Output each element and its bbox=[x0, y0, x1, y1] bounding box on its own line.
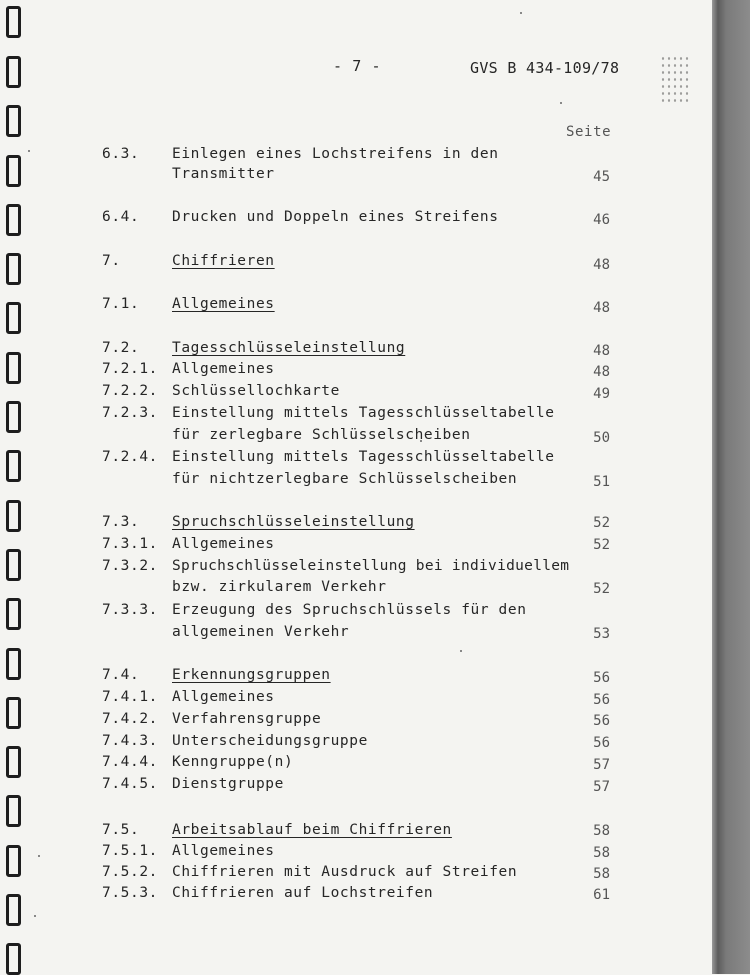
section-number: 7.2.1. bbox=[102, 361, 158, 377]
section-number: 7.2.2. bbox=[102, 383, 158, 399]
section-number: 7.3.1. bbox=[102, 536, 158, 552]
punch-hole-icon bbox=[6, 204, 21, 236]
scan-speck bbox=[38, 855, 40, 857]
punch-hole-icon bbox=[6, 746, 21, 778]
section-title: Drucken und Doppeln eines Streifens bbox=[172, 209, 499, 225]
scan-noise bbox=[660, 55, 690, 105]
punch-hole-icon bbox=[6, 943, 21, 975]
punch-hole-icon bbox=[6, 845, 21, 877]
page-number: 46 bbox=[593, 212, 610, 228]
section-number: 7.5. bbox=[102, 822, 140, 838]
punch-hole-icon bbox=[6, 894, 21, 926]
section-number: 7.4.3. bbox=[102, 733, 158, 749]
page-number: 57 bbox=[593, 757, 610, 773]
page-number: 53 bbox=[593, 626, 610, 642]
section-number: 7.3. bbox=[102, 514, 140, 530]
punch-hole-icon bbox=[6, 6, 21, 38]
punch-hole-icon bbox=[6, 697, 21, 729]
page-number: 48 bbox=[593, 300, 610, 316]
page-number: 58 bbox=[593, 845, 610, 861]
section-number: 7.5.1. bbox=[102, 843, 158, 859]
section-number: 7.4. bbox=[102, 667, 140, 683]
punch-hole-icon bbox=[6, 598, 21, 630]
punch-hole-icon bbox=[6, 253, 21, 285]
section-number: 7.2.4. bbox=[102, 449, 158, 465]
section-number: 7. bbox=[102, 253, 121, 269]
section-title: Einlegen eines Lochstreifens in den bbox=[172, 146, 499, 162]
section-title-cont: für nichtzerlegbare Schlüsselscheiben bbox=[172, 471, 518, 487]
page-number: 50 bbox=[593, 430, 610, 446]
section-number: 7.4.5. bbox=[102, 776, 158, 792]
section-title: Unterscheidungsgruppe bbox=[172, 733, 368, 749]
punch-hole-icon bbox=[6, 302, 21, 334]
section-title: Erzeugung des Spruchschlüssels für den bbox=[172, 602, 527, 618]
section-title: Kenngruppe(n) bbox=[172, 754, 294, 770]
page-number: 48 bbox=[593, 257, 610, 273]
page-number: 52 bbox=[593, 581, 610, 597]
page-number: 51 bbox=[593, 474, 610, 490]
page-number: 57 bbox=[593, 779, 610, 795]
scan-speck bbox=[560, 102, 562, 104]
section-title: Erkennungsgruppen bbox=[172, 667, 331, 683]
section-title: Tagesschlüsseleinstellung bbox=[172, 340, 406, 356]
page-number: 58 bbox=[593, 866, 610, 882]
section-title: Chiffrieren bbox=[172, 253, 275, 269]
page-edge-shadow bbox=[712, 0, 750, 974]
section-title: Schlüssellochkarte bbox=[172, 383, 340, 399]
punch-hole-icon bbox=[6, 450, 21, 482]
page-number: 48 bbox=[593, 343, 610, 359]
section-number: 7.1. bbox=[102, 296, 140, 312]
section-number: 7.2.3. bbox=[102, 405, 158, 421]
section-title: Allgemeines bbox=[172, 536, 275, 552]
document-id: GVS B 434-109/78 bbox=[470, 59, 620, 77]
section-number: 7.5.3. bbox=[102, 885, 158, 901]
page-number: 52 bbox=[593, 537, 610, 553]
section-title-cont: für zerlegbare Schlüsselscheiben bbox=[172, 427, 471, 443]
section-number: 7.4.1. bbox=[102, 689, 158, 705]
punch-hole-icon bbox=[6, 105, 21, 137]
page-number: 56 bbox=[593, 735, 610, 751]
page-number: 52 bbox=[593, 515, 610, 531]
section-number: 7.4.4. bbox=[102, 754, 158, 770]
section-title: Chiffrieren mit Ausdruck auf Streifen bbox=[172, 864, 518, 880]
section-title-cont: Transmitter bbox=[172, 166, 275, 182]
section-title: Chiffrieren auf Lochstreifen bbox=[172, 885, 434, 901]
page-number: 61 bbox=[593, 887, 610, 903]
section-title-cont: allgemeinen Verkehr bbox=[172, 624, 350, 640]
scan-speck bbox=[460, 650, 462, 652]
punch-hole-icon bbox=[6, 56, 21, 88]
section-title: Einstellung mittels Tagesschlüsseltabelle bbox=[172, 405, 555, 421]
section-number: 7.4.2. bbox=[102, 711, 158, 727]
section-title: Spruchschlüsseleinstellung bbox=[172, 514, 415, 530]
section-number: 7.3.2. bbox=[102, 558, 158, 574]
punch-hole-icon bbox=[6, 155, 21, 187]
punch-hole-icon bbox=[6, 401, 21, 433]
punch-hole-icon bbox=[6, 352, 21, 384]
page-number: 58 bbox=[593, 823, 610, 839]
section-number: 7.5.2. bbox=[102, 864, 158, 880]
section-title: Einstellung mittels Tagesschlüsseltabelle bbox=[172, 449, 555, 465]
page-number: 56 bbox=[593, 670, 610, 686]
section-number: 6.3. bbox=[102, 146, 140, 162]
scan-speck bbox=[520, 12, 522, 14]
section-number: 7.2. bbox=[102, 340, 140, 356]
scan-speck bbox=[34, 915, 36, 917]
punch-hole-icon bbox=[6, 549, 21, 581]
section-title: Arbeitsablauf beim Chiffrieren bbox=[172, 822, 452, 838]
section-title: Allgemeines bbox=[172, 689, 275, 705]
page-number: 56 bbox=[593, 713, 610, 729]
page-number: 48 bbox=[593, 364, 610, 380]
page-number: 56 bbox=[593, 692, 610, 708]
section-title-cont: bzw. zirkularem Verkehr bbox=[172, 579, 387, 595]
section-title: Verfahrensgruppe bbox=[172, 711, 322, 727]
section-title: Allgemeines bbox=[172, 296, 275, 312]
scan-speck bbox=[28, 150, 30, 152]
punch-hole-icon bbox=[6, 648, 21, 680]
section-number: 6.4. bbox=[102, 209, 140, 225]
punch-hole-icon bbox=[6, 795, 21, 827]
section-number: 7.3.3. bbox=[102, 602, 158, 618]
seite-label: Seite bbox=[566, 124, 612, 140]
section-title: Allgemeines bbox=[172, 843, 275, 859]
section-title: Allgemeines bbox=[172, 361, 275, 377]
section-title: Dienstgruppe bbox=[172, 776, 284, 792]
page-number: 45 bbox=[593, 169, 610, 185]
punch-hole-icon bbox=[6, 500, 21, 532]
section-title: Spruchschlüsseleinstellung bei individuellem bbox=[172, 558, 570, 574]
page-number: 49 bbox=[593, 386, 610, 402]
page-marker: - 7 - bbox=[333, 57, 382, 75]
